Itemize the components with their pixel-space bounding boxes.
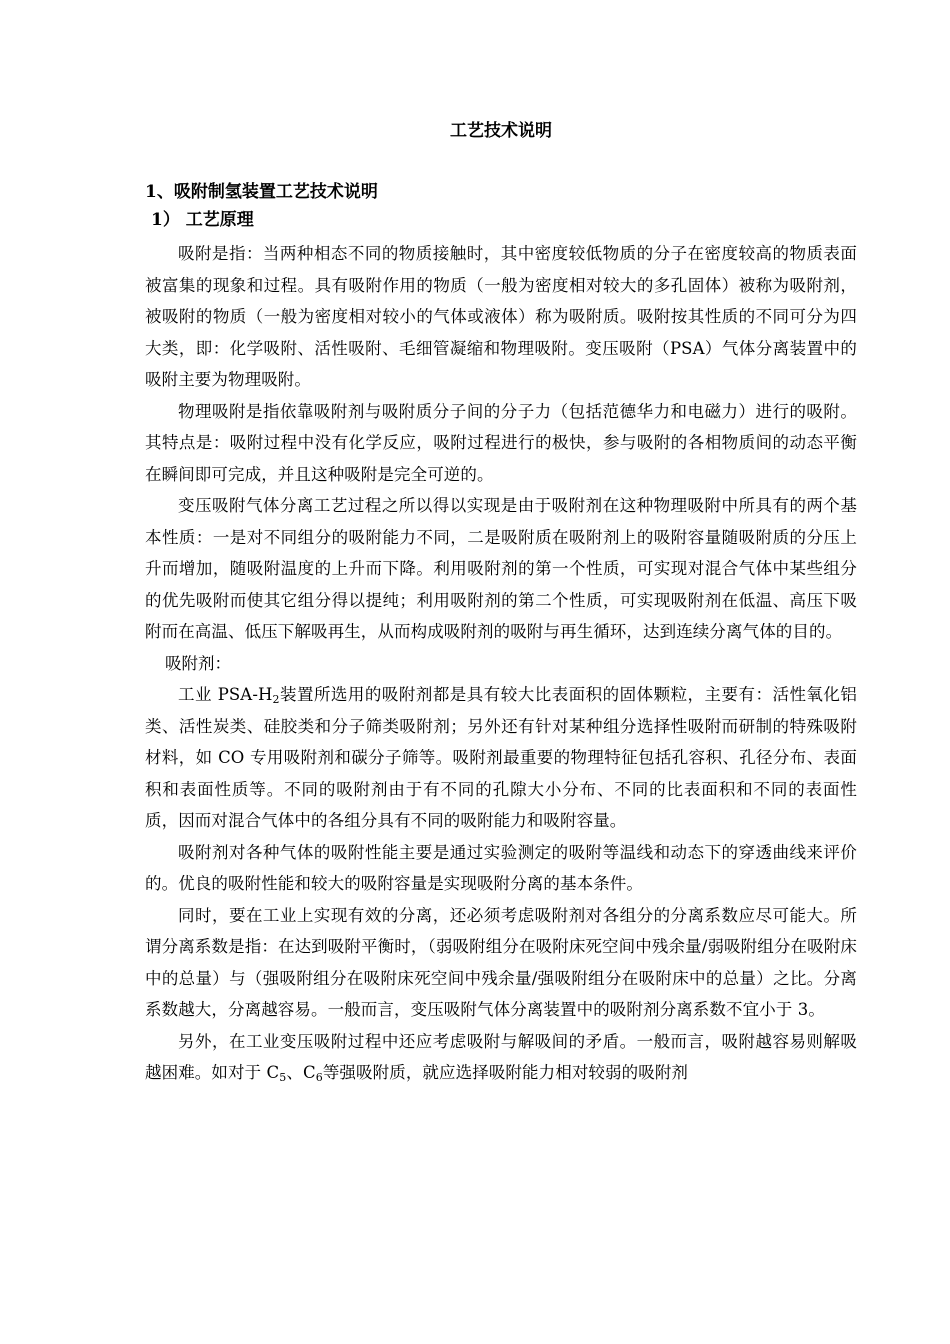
subsection-heading: 1） 工艺原理 <box>151 210 254 230</box>
paragraph-adsorbent-types <box>145 679 857 837</box>
para4-rest: 装置所选用的吸附剂都是具有较大比表面积的固体颗粒，主要有：活性氧化铝类、活性炭类、硅胶类和分子筛类吸附剂；另外还有针对某种组分选择性吸附而研制的特殊吸附材料，如 CO 专用吸附剂和碳分子筛等。吸附剂最重要的物理特征包括孔容积、孔径分布、表面积和表面性质等。不同的吸附剂由于有不同的孔隙大小分布、不同的比表面积和不同的表面性质，因而对混合气体中的各组分具有不同的吸附能力和吸附容量。 <box>145 685 857 830</box>
section-heading: 1、吸附制氢装置工艺技术说明 <box>145 182 378 202</box>
subscript-6: 6 <box>315 1071 323 1084</box>
para7-part-b: 、C <box>286 1063 316 1082</box>
paragraph-adsorption-definition: 吸附是指：当两种相态不同的物质接触时，其中密度较低物质的分子在密度较高的物质表面被富集的现象和过程。具有吸附作用的物质（一般为密度相对较大的多孔固体）被称为吸附剂，被吸附的物质（一般为密度相对较小的气体或液体）称为吸附质。吸附按其性质的不同可分为四大类，即：化学吸附、活性吸附、毛细管凝缩和物理吸附。变压吸附（PSA）气体分离装置中的吸附主要为物理吸附。 <box>145 244 857 389</box>
document-page <box>145 112 857 1089</box>
paragraph-separation-coefficient: 同时，要在工业上实现有效的分离，还必须考虑吸附剂对各组分的分离系数应尽可能大。所谓分离系数是指：在达到吸附平衡时，（弱吸附组分在吸附床死空间中残余量/弱吸附组分在吸附床中的总量）与（强吸附组分在吸附床死空间中残余量/强吸附组分在吸附床中的总量）之比。分离系数越大，分离越容易。一般而言，变压吸附气体分离装置中的吸附剂分离系数不宜小于 3。 <box>145 905 857 1019</box>
document-title: 工艺技术说明 <box>450 121 552 141</box>
subscript-2: 2 <box>272 693 280 706</box>
adsorbent-label: 吸附剂： <box>165 653 231 673</box>
para7-part-c: 等强吸附质，就应选择吸附能力相对较弱的吸附剂 <box>322 1063 689 1082</box>
paragraph-psa-principle: 变压吸附气体分离工艺过程之所以得以实现是由于吸附剂在这种物理吸附中所具有的两个基本性质：一是对不同组分的吸附能力不同，二是吸附质在吸附剂上的吸附容量随吸附质的分压上升而增加，随吸附温度的上升而下降。利用吸附剂的第一个性质，可实现对混合气体中某些组分的优先吸附而使其它组分得以提纯；利用吸附剂的第二个性质，可实现吸附剂在低温、高压下吸附而在高温、低压下解吸再生，从而构成吸附剂的吸附与再生循环，达到连续分离气体的目的。 <box>145 496 857 641</box>
paragraph-adsorption-desorption <box>145 1026 857 1089</box>
para7-part-a: 另外，在工业变压吸附过程中还应考虑吸附与解吸间的矛盾。一般而言，吸附越容易则解吸越困难。如对于 C <box>145 1031 857 1082</box>
paragraph-physical-adsorption: 物理吸附是指依靠吸附剂与吸附质分子间的分子力（包括范德华力和电磁力）进行的吸附。其特点是：吸附过程中没有化学反应，吸附过程进行的极快，参与吸附的各相物质间的动态平衡在瞬间即可完成，并且这种吸附是完全可逆的。 <box>145 401 857 484</box>
subscript-5: 5 <box>279 1071 287 1084</box>
para4-prefix: 工业 PSA-H <box>178 685 273 704</box>
paragraph-adsorption-evaluation: 吸附剂对各种气体的吸附性能主要是通过实验测定的吸附等温线和动态下的穿透曲线来评价的。优良的吸附性能和较大的吸附容量是实现吸附分离的基本条件。 <box>145 842 857 893</box>
